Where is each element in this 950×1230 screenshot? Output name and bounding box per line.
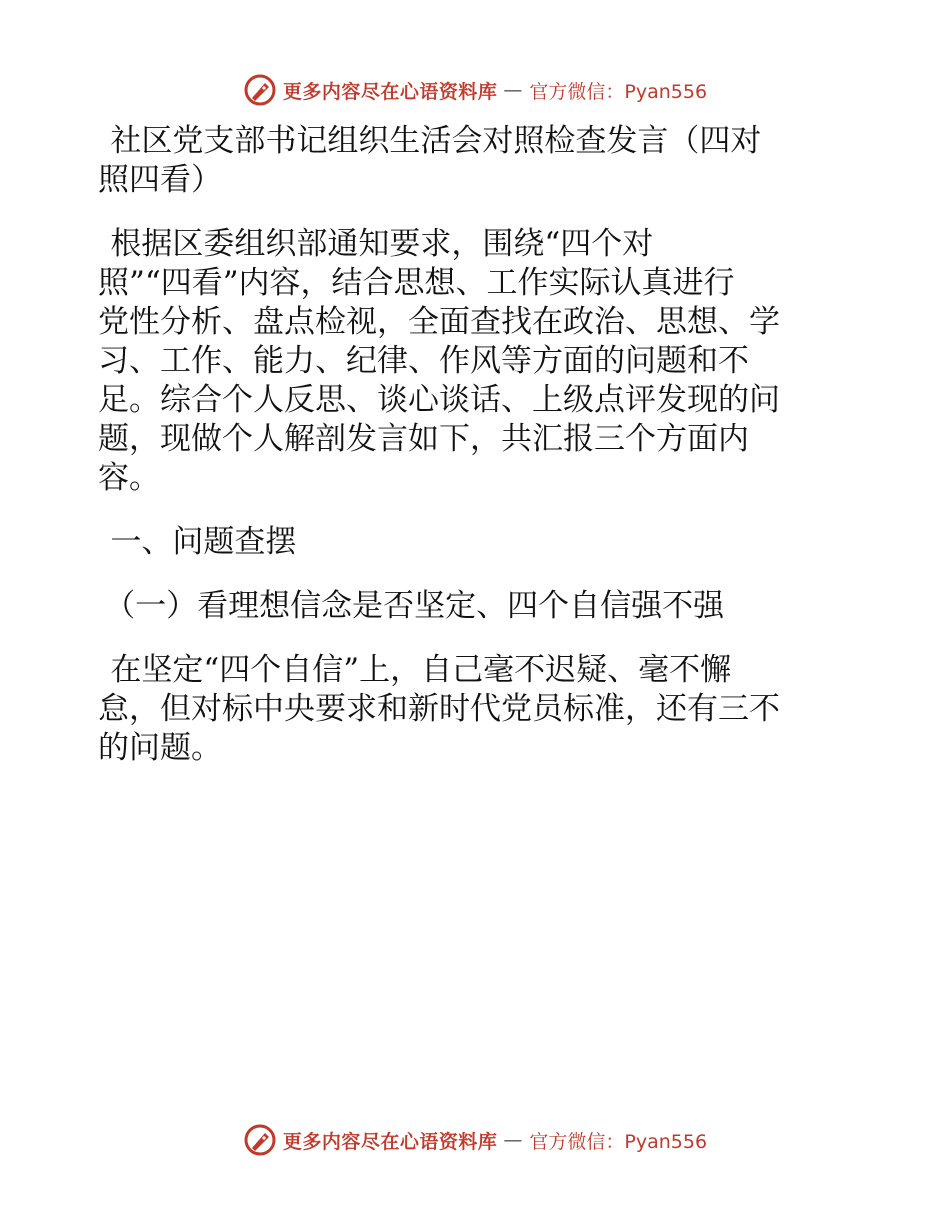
footer-contact-text: 官方微信：Pyan556 [529, 1130, 708, 1153]
paragraph-line: 党性分析、盘点检视，全面查找在政治、思想、学 [98, 304, 780, 340]
title-line: 照四看） [98, 162, 222, 198]
pen-nib-logo-icon [243, 73, 277, 107]
body-paragraph [98, 651, 858, 768]
intro-paragraph [98, 225, 858, 498]
document-title [98, 122, 858, 200]
footer-banner [0, 1120, 950, 1160]
pen-nib-logo-icon [243, 1123, 277, 1157]
header-contact-text: 官方微信：Pyan556 [529, 80, 708, 103]
subsection-heading: （一）看理想信念是否坚定、四个自信强不强 [104, 588, 725, 624]
paragraph-line: 照”“四看”内容，结合思想、工作实际认真进行 [98, 265, 735, 301]
paragraph-line: 习、工作、能力、纪律、作风等方面的问题和不 [98, 343, 749, 379]
header-separator: — [503, 79, 524, 101]
paragraph-line: 足。综合个人反思、谈心谈话、上级点评发现的问 [98, 382, 780, 418]
section-heading: 一、问题查摆 [110, 524, 297, 560]
footer-brand-text: 更多内容尽在心语资料库 [282, 1130, 498, 1153]
header-brand-text: 更多内容尽在心语资料库 [282, 80, 498, 103]
paragraph-line: 的问题。 [98, 730, 222, 766]
footer-separator: — [503, 1129, 524, 1151]
paragraph-line: 根据区委组织部通知要求，围绕“四个对 [110, 226, 654, 262]
header-banner [0, 70, 950, 110]
paragraph-line: 在坚定“四个自信”上，自己毫不迟疑、毫不懈 [110, 652, 732, 688]
document-body [98, 122, 858, 793]
paragraph-line: 怠，但对标中央要求和新时代党员标准，还有三不 [98, 691, 780, 727]
paragraph-line: 容。 [98, 460, 160, 496]
paragraph-line: 题，现做个人解剖发言如下，共汇报三个方面内 [98, 421, 749, 457]
title-line: 社区党支部书记组织生活会对照检查发言（四对 [110, 123, 762, 159]
